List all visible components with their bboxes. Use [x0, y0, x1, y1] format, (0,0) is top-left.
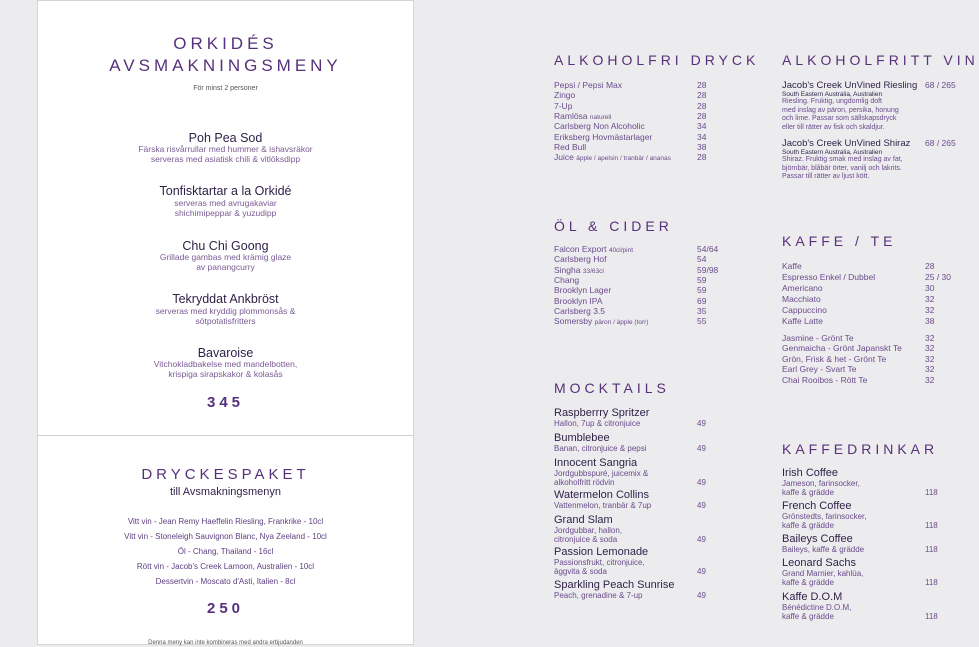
mocktail-price: 49: [697, 535, 706, 544]
menu-title-line1: ORKIDÉS: [173, 34, 278, 53]
mocktail-price: 49: [697, 501, 706, 510]
dish-name: Chu Chi Goong: [182, 239, 269, 253]
dish-desc: Vitchokladbakelse med mandelbotten,: [153, 359, 298, 369]
tea-price: 32: [925, 353, 935, 364]
beer-item-label: Brooklyn IPA: [554, 295, 603, 306]
beer-item-label: Brooklyn Lager: [554, 285, 612, 296]
drink-item-label: Carlsberg Non Alcoholic: [554, 121, 645, 132]
package-drink: Öl - Chang, Thailand - 16cl: [177, 547, 274, 556]
drink-item: [554, 111, 611, 121]
mocktail-name: Bumblebee: [554, 432, 610, 444]
drink-item: [554, 90, 575, 100]
drink-item-note: naturell: [589, 113, 612, 121]
mocktail-name: Watermelon Collins: [554, 489, 649, 501]
wine-region: South Eastern Australia, Australien: [782, 91, 883, 98]
drink-item: [554, 101, 572, 111]
beer-price: 54: [697, 254, 707, 265]
coffee-drink-desc: Grönstedts, farinsocker,: [782, 512, 867, 521]
dish-desc: Färska risvårrullar med hummer & ishavsräkor: [138, 144, 313, 154]
wine-desc: med inslag av päron, persika, honung: [782, 106, 899, 114]
dish-desc: serveras med avrugakaviar: [174, 198, 277, 208]
tea-item: Jasmine - Grönt Te: [782, 333, 854, 343]
mocktail-price: 49: [697, 444, 706, 453]
tea-price: 32: [925, 374, 935, 385]
beer-price: 59/98: [697, 264, 719, 275]
kaffe-title: KAFFE / TE: [782, 233, 897, 249]
coffee-price: 30: [925, 282, 935, 293]
wine-price: 68 / 265: [925, 80, 956, 90]
mocktail-price: 49: [697, 591, 706, 600]
drink-price: 34: [697, 121, 707, 132]
coffee-drink-price: 118: [925, 612, 938, 621]
coffee-price: 28: [925, 261, 935, 271]
coffee-item: Kaffe Latte: [782, 315, 823, 326]
wine-desc: Passar till rätter av ljust kött.: [782, 173, 870, 180]
dish-desc: sötpotatisfritters: [195, 316, 256, 326]
coffee-drink-name: French Coffee: [782, 500, 852, 512]
beer-item-label: Carlsberg 3.5: [554, 305, 606, 316]
ol-title: ÖL & CIDER: [554, 218, 673, 234]
beer-item-label: Carlsberg Hof: [554, 254, 607, 265]
drink-item-label: 7-Up: [554, 100, 573, 111]
beer-item: [554, 285, 611, 295]
beer-item-note: 40cl/pint: [608, 247, 634, 254]
beer-item-label: Chang: [554, 274, 580, 285]
tea-item: Grön, Frisk & het - Grönt Te: [782, 353, 887, 364]
wine-name: Jacob's Creek UnVined Riesling: [782, 80, 918, 91]
coffee-drink-price: 118: [925, 578, 938, 587]
coffee-item: Espresso Enkel / Dubbel: [782, 271, 876, 282]
beer-item: [554, 306, 605, 316]
coffee-drink-name: Baileys Coffee: [782, 533, 853, 545]
mocktail-name: Sparkling Peach Sunrise: [554, 579, 675, 591]
beer-item-label: Falcon Export: [554, 244, 607, 254]
coffee-drink-desc: kaffe & grädde: [782, 521, 834, 530]
beer-item: [554, 254, 606, 264]
mocktail-name: Passion Lemonade: [554, 546, 649, 558]
beer-price: 59: [697, 274, 707, 285]
wine-price: 68 / 265: [925, 138, 956, 148]
mocktail-price: 49: [697, 419, 706, 428]
coffee-drink-desc: Grand Marnier, kahlúa,: [782, 569, 864, 578]
mocktail-desc: alkoholfritt rödvin: [554, 478, 615, 487]
beer-price: 54/64: [697, 244, 719, 254]
mocktail-desc: Vattenmelon, tranbär & 7up: [554, 501, 652, 510]
dish-name: Tekryddat Ankbröst: [172, 292, 279, 306]
mocktail-desc: Hallon, 7up & citronjuice: [554, 419, 641, 428]
mocktail-desc: Banan, citronjuice & pepsi: [554, 444, 647, 453]
tea-price: 32: [925, 333, 935, 343]
drink-price: 28: [697, 80, 707, 90]
wine-desc: och lime. Passar som sällskapsdryck: [782, 115, 897, 122]
dish-desc: Grillade gambas med krämig glaze: [159, 252, 292, 262]
wine-desc: Riesling. Fruktig, ungdomlig doft: [782, 98, 882, 105]
wine-desc: eller till rätter av fisk och skaldjur.: [782, 123, 885, 131]
coffee-price: 32: [925, 304, 935, 315]
package-drink: Dessertvin - Moscato d'Asti, Italien - 8cl: [155, 577, 296, 586]
package-drink: Rött vin - Jacob's Creek Lamoon, Australien - 10cl: [136, 562, 315, 571]
drink-price: 28: [697, 100, 707, 111]
coffee-item: Cappuccino: [782, 304, 827, 315]
drink-price: 28: [697, 110, 707, 121]
dish-desc: av panangcurry: [196, 262, 255, 272]
drink-item-label: Zingo: [554, 90, 576, 101]
mocktail-price: 49: [697, 567, 706, 576]
coffee-item: Macchiato: [782, 293, 821, 304]
beer-item-label: Somersby: [554, 316, 593, 327]
menu-title-line2: AVSMAKNINGSMENY: [109, 56, 342, 75]
coffee-drink-name: Leonard Sachs: [782, 557, 856, 569]
beer-item: [554, 275, 579, 285]
section-divider: [38, 435, 413, 436]
mocktail-desc: Jordgubbar, hallon,: [554, 526, 623, 535]
coffee-item: Americano: [782, 282, 823, 293]
kaffedrinkar-title: KAFFEDRINKAR: [782, 441, 939, 457]
dish-name: Poh Pea Sod: [188, 131, 263, 145]
coffee-drink-desc: Bénédictine D.O.M,: [782, 603, 852, 612]
coffee-drink-name: Irish Coffee: [782, 467, 839, 479]
drinks-package-title: DRYCKESPAKET: [141, 466, 310, 483]
beer-price: 59: [697, 285, 707, 296]
drink-price: 34: [697, 131, 707, 142]
drink-item: [554, 142, 586, 152]
drink-item: [554, 80, 622, 90]
mocktail-desc: Jordgubbspuré, juicemix &: [554, 469, 649, 478]
beer-item: [554, 244, 633, 254]
vin-title: ALKOHOLFRITT VIN: [782, 52, 979, 68]
package-drink: Vitt vin - Jean Remy Haeffelin Riesling, Frankrike - 10cl: [127, 517, 324, 526]
beer-item-label: Singha: [554, 264, 581, 275]
coffee-drink-price: 118: [925, 545, 938, 554]
coffee-price: 38: [925, 315, 935, 326]
drink-item-label: Ramlösa: [554, 110, 588, 121]
beer-price: 69: [697, 295, 707, 306]
dish-name: Tonfisktartar a la Orkidé: [159, 184, 292, 198]
package-price: 250: [206, 600, 245, 617]
tea-item: Earl Grey - Svart Te: [782, 364, 857, 375]
footer-note: Denna meny kan inte kombineras med andra erbjudanden: [148, 640, 303, 646]
beer-item-note: päron / äpple (torr): [594, 319, 649, 327]
wine-desc: björnbär, blåbär örter, vanilj och lakrits.: [782, 164, 902, 172]
beer-item: [554, 296, 603, 306]
drink-item: [554, 152, 671, 162]
mocktail-desc: Passionsfrukt, citronjuice,: [554, 558, 645, 567]
mocktail-name: Innocent Sangria: [554, 457, 638, 469]
beer-item: [554, 316, 648, 326]
coffee-drink-name: Kaffe D.O.M: [782, 591, 843, 603]
drink-item-note: äpple / apelsin / tranbär / ananas: [576, 155, 671, 163]
beer-item: [554, 265, 604, 275]
drink-item-label: Pepsi / Pepsi Max: [554, 80, 623, 90]
package-drink: Vitt vin - Stoneleigh Sauvignon Blanc, Nya Zeeland - 10cl: [124, 532, 327, 541]
tasting-menu-panel: [37, 0, 414, 645]
tea-price: 32: [925, 364, 935, 375]
coffee-drink-desc: kaffe & grädde: [782, 488, 834, 497]
tea-item: Genmaicha - Grönt Japanskt Te: [782, 343, 902, 354]
coffee-drink-price: 118: [925, 521, 938, 530]
drink-item-label: Juice: [554, 152, 574, 163]
wine-region: South Eastern Australia, Australien: [782, 149, 883, 156]
dish-desc: serveras med asiatisk chili & vitlöksdipp: [150, 154, 301, 164]
drink-item-label: Eriksberg Hovmästarlager: [554, 131, 653, 142]
wine-desc: Shiraz. Fruktig smak med inslag av fat,: [782, 156, 903, 163]
coffee-price: 32: [925, 293, 935, 304]
drink-item-label: Red Bull: [554, 141, 587, 152]
coffee-price: 25 / 30: [925, 271, 951, 282]
drinks-package-subtitle: till Avsmakningsmenyn: [169, 486, 282, 498]
coffee-item: Kaffe: [782, 261, 802, 271]
drink-price: 28: [697, 152, 707, 163]
dish-desc: serveras med kryddig plommonsås &: [155, 306, 296, 316]
dish-desc: krispiga sirapskakor & kolasås: [168, 369, 283, 379]
coffee-drink-desc: kaffe & grädde: [782, 612, 834, 621]
mocktail-name: Raspberrry Spritzer: [554, 407, 650, 419]
menu-price: 345: [206, 394, 245, 411]
coffee-drink-desc: kaffe & grädde: [782, 578, 834, 587]
tea-price: 32: [925, 343, 935, 354]
mocktail-desc: citronjuice & soda: [554, 535, 618, 544]
coffee-drink-desc: Baileys, kaffe & grädde: [782, 545, 865, 554]
mocktail-desc: Peach, grenadine & 7-up: [554, 591, 643, 600]
wine-name: Jacob's Creek UnVined Shiraz: [782, 138, 911, 149]
min-persons-note: För minst 2 personer: [193, 85, 258, 92]
mocktails-title: MOCKTAILS: [554, 380, 670, 396]
drink-item: [554, 121, 645, 131]
dish-name: Bavaroise: [197, 346, 254, 360]
drink-price: 38: [697, 141, 707, 152]
coffee-drink-desc: Jameson, farinsocker,: [782, 479, 860, 488]
beer-price: 35: [697, 305, 707, 316]
beer-price: 55: [697, 316, 707, 327]
drink-price: 28: [697, 90, 707, 101]
alkoholfri-title: ALKOHOLFRI DRYCK: [554, 52, 760, 68]
tea-item: Chai Rooibos - Rött Te: [782, 374, 868, 385]
coffee-drink-price: 118: [925, 488, 938, 497]
mocktail-name: Grand Slam: [554, 514, 613, 526]
mocktail-desc: äggvita & soda: [554, 567, 607, 576]
beer-item-note: 33/63cl: [582, 267, 604, 275]
drink-item: [554, 132, 652, 142]
dish-desc: shichimipeppar & yuzudipp: [174, 208, 277, 218]
mocktail-price: 49: [697, 478, 706, 487]
